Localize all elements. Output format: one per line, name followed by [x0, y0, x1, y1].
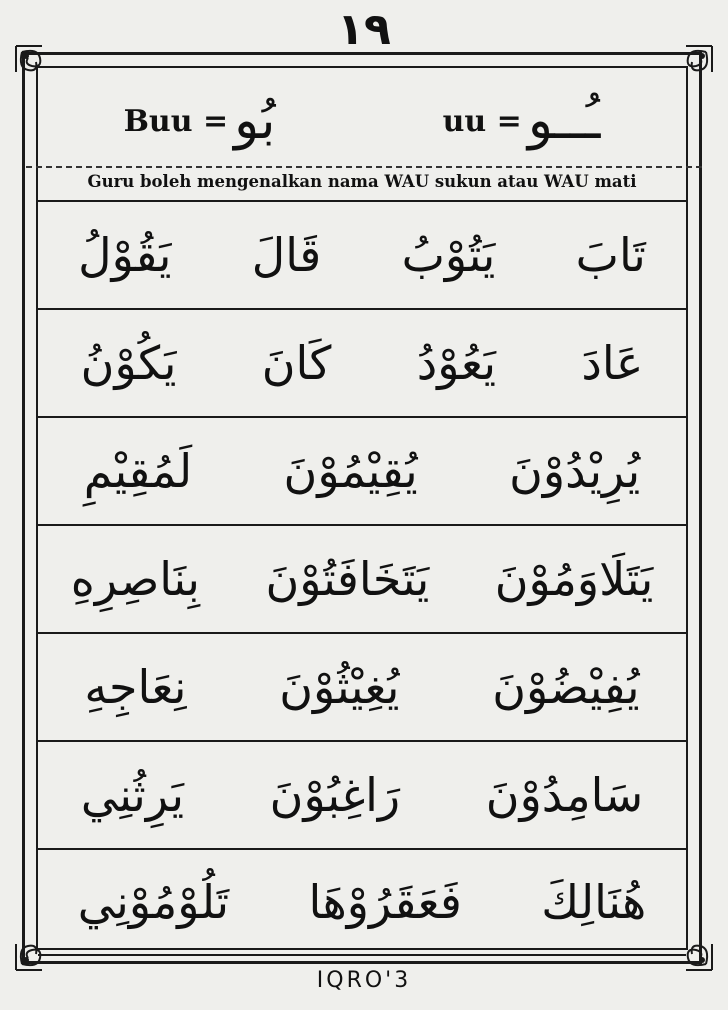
word-row	[38, 416, 686, 524]
teacher-instruction: Guru boleh mengenalkan nama WAU sukun atau WAU mati	[87, 172, 637, 191]
arabic-word: تَابَ	[575, 228, 646, 282]
arabic-word: يَكُوْنُ	[80, 336, 177, 390]
latin-label: uu =	[442, 103, 522, 139]
word-row	[38, 848, 686, 956]
arabic-word: فَعَقَرُوْهَا	[308, 875, 462, 929]
letter-item-buu	[124, 91, 276, 151]
word-row	[38, 524, 686, 632]
page-number: ١٩	[337, 4, 391, 55]
arabic-word: يُفِيْضُوْنَ	[492, 660, 640, 714]
word-row	[38, 740, 686, 848]
word-rows	[38, 200, 686, 956]
latin-label: Buu =	[123, 103, 229, 139]
arabic-word: نِعَاجِهِ	[84, 660, 187, 714]
arabic-word: يَرِثُنِي	[80, 768, 185, 822]
word-row	[38, 200, 686, 308]
word-row	[38, 308, 686, 416]
arabic-word: تَلُوْمُوْنِي	[77, 875, 230, 929]
arabic-word: بِنَاصِرِهِ	[70, 552, 200, 606]
arabic-word: يَتُوْبُ	[401, 228, 496, 282]
book-footer: IQRO'3	[316, 968, 412, 993]
letter-intro-row	[40, 84, 684, 158]
letter-item-uu	[443, 91, 601, 151]
arabic-word: يُغِيْثُوْنَ	[279, 660, 400, 714]
dashed-divider	[26, 166, 702, 168]
arabic-word: يَتَلَاوَمُوْنَ	[494, 552, 654, 606]
arabic-word: هُنَالِكَ	[541, 875, 647, 929]
arabic-word: يُقِيْمُوْنَ	[283, 444, 418, 498]
arabic-word: يَقُوْلُ	[78, 228, 172, 282]
arabic-word: رَاغِبُوْنَ	[269, 768, 401, 822]
arabic-word: يُرِيْدُوْنَ	[509, 444, 641, 498]
arabic-letter: ـُــو	[527, 91, 601, 151]
arabic-word: كَانَ	[261, 336, 332, 390]
arabic-word: عَادَ	[581, 336, 644, 390]
word-row	[38, 632, 686, 740]
arabic-word: يَعُوْدُ	[416, 336, 497, 390]
arabic-word: سَامِدُوْنَ	[485, 768, 644, 822]
arabic-word: لَمُقِيْمِ	[83, 444, 193, 498]
arabic-letter: بُو	[234, 91, 276, 151]
arabic-word: يَتَخَافَتُوْنَ	[265, 552, 430, 606]
arabic-word: قَالَ	[251, 228, 322, 282]
